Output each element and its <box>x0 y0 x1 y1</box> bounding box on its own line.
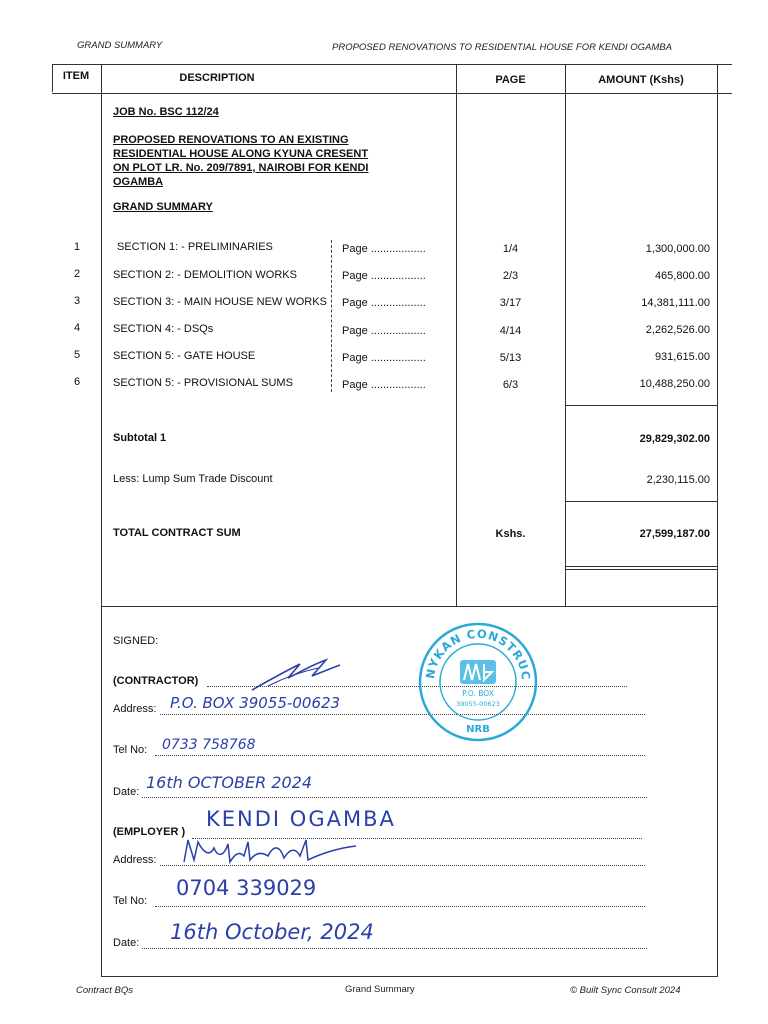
row-page-label: Page .................. <box>342 243 426 255</box>
employer-tel-handwritten: 0704 339029 <box>176 876 317 900</box>
row-amount: 2,262,526.00 <box>645 324 710 336</box>
employer-label: (EMPLOYER ) <box>113 826 186 838</box>
row-page: 1/4 <box>502 243 519 255</box>
employer-date-line <box>142 948 647 949</box>
employer-signature-scribble <box>180 834 360 868</box>
employer-address-label: Address: <box>113 854 157 866</box>
total-underline-2 <box>565 569 717 570</box>
description-page-separator <box>331 240 332 392</box>
col-header-page: PAGE <box>495 74 526 86</box>
contractor-date-label: Date: <box>113 786 140 798</box>
row-item: 6 <box>73 376 81 388</box>
total-amount: 27,599,187.00 <box>639 528 710 540</box>
project-title <box>113 133 369 189</box>
employer-tel-line <box>155 906 645 907</box>
row-amount: 465,800.00 <box>654 270 710 282</box>
discount-amount: 2,230,115.00 <box>646 474 710 486</box>
row-page-label: Page .................. <box>342 325 426 337</box>
signature-top-border <box>101 606 717 607</box>
contractor-signature-scribble <box>248 656 343 696</box>
stamp-box-number: 39055-00623 <box>456 700 500 708</box>
contractor-tel-handwritten: 0733 758768 <box>162 737 256 753</box>
row-page: 2/3 <box>502 270 519 282</box>
row-amount: 14,381,111.00 <box>641 297 710 309</box>
row-page-label: Page .................. <box>342 297 426 309</box>
table-top-border <box>52 64 732 65</box>
row-amount: 1,300,000.00 <box>645 243 710 255</box>
stamp-box: P.O. BOX <box>462 689 494 698</box>
row-description: SECTION 3: - MAIN HOUSE NEW WORKS <box>113 296 327 308</box>
row-item: 1 <box>73 241 81 253</box>
contractor-address-label: Address: <box>113 703 157 715</box>
footer-center: Grand Summary <box>345 984 415 995</box>
project-title-line-4: OGAMBA <box>113 176 164 188</box>
contractor-date-handwritten: 16th OCTOBER 2024 <box>146 773 312 792</box>
row-amount: 10,488,250.00 <box>639 378 710 390</box>
row-amount: 931,615.00 <box>654 351 710 363</box>
row-item: 3 <box>73 295 81 307</box>
footer-left: Contract BQs <box>76 985 134 996</box>
contractor-address-line <box>160 714 645 715</box>
col-header-amount: AMOUNT (Kshs) <box>598 74 684 86</box>
row-description: SECTION 4: - DSQs <box>113 323 214 335</box>
discount-bottom-border <box>565 501 717 502</box>
company-stamp <box>416 620 540 744</box>
project-title-line-2: RESIDENTIAL HOUSE ALONG KYUNA CRESENT <box>113 148 369 160</box>
employer-date-label: Date: <box>113 937 140 949</box>
company-stamp-graphic <box>416 620 540 744</box>
project-title-line-3: ON PLOT LR. No. 209/7891, NAIROBI FOR KENDI <box>113 162 369 174</box>
col-header-item: ITEM <box>62 70 90 82</box>
row-item: 5 <box>73 349 81 361</box>
table-right-border <box>717 64 718 977</box>
contractor-label: (CONTRACTOR) <box>113 675 199 687</box>
contractor-tel-label: Tel No: <box>113 744 148 756</box>
row-description: SECTION 5: - GATE HOUSE <box>113 350 256 362</box>
contractor-date-line <box>142 797 647 798</box>
col-header-description: DESCRIPTION <box>179 72 255 84</box>
row-page: 6/3 <box>502 379 519 391</box>
contractor-tel-line <box>155 755 645 756</box>
row-description: SECTION 2: - DEMOLITION WORKS <box>113 269 297 281</box>
row-page: 5/13 <box>499 352 522 364</box>
footer-right: © Built Sync Consult 2024 <box>570 985 681 996</box>
subtotal-top-border <box>565 405 717 406</box>
subtotal-label: Subtotal 1 <box>113 432 167 444</box>
stamp-city: NRB <box>466 724 490 735</box>
employer-tel-label: Tel No: <box>113 895 148 907</box>
row-item: 4 <box>73 322 81 334</box>
col-divider-item <box>101 64 102 977</box>
total-label: TOTAL CONTRACT SUM <box>113 527 241 539</box>
table-bottom-border <box>101 976 717 977</box>
total-currency: Kshs. <box>495 528 526 540</box>
grand-summary-heading: GRAND SUMMARY <box>113 201 213 213</box>
row-item: 2 <box>73 268 81 280</box>
discount-label: Less: Lump Sum Trade Discount <box>113 473 273 485</box>
row-page-label: Page .................. <box>342 270 426 282</box>
header-left: GRAND SUMMARY <box>77 40 163 51</box>
job-number: JOB No. BSC 112/24 <box>113 106 219 118</box>
signed-label: SIGNED: <box>113 635 159 647</box>
row-description: SECTION 5: - PROVISIONAL SUMS <box>113 377 293 389</box>
subtotal-amount: 29,829,302.00 <box>639 433 710 445</box>
stamp-company-name: NYKAN CONSTRUC <box>422 626 534 682</box>
row-page-label: Page .................. <box>342 379 426 391</box>
project-title-line-1: PROPOSED RENOVATIONS TO AN EXISTING <box>113 134 349 146</box>
employer-name-handwritten: KENDI OGAMBA <box>206 807 396 831</box>
row-page: 4/14 <box>499 325 522 337</box>
total-underline-1 <box>565 566 717 567</box>
header-right: PROPOSED RENOVATIONS TO RESIDENTIAL HOUSE FOR KENDI OGAMBA <box>332 42 672 53</box>
row-page: 3/17 <box>499 297 522 309</box>
contractor-address-handwritten: P.O. BOX 39055-00623 <box>170 694 341 712</box>
row-description: SECTION 1: - PRELIMINARIES <box>117 241 273 253</box>
table-header-border <box>52 93 732 94</box>
employer-date-handwritten: 16th October, 2024 <box>170 920 374 944</box>
row-page-label: Page .................. <box>342 352 426 364</box>
